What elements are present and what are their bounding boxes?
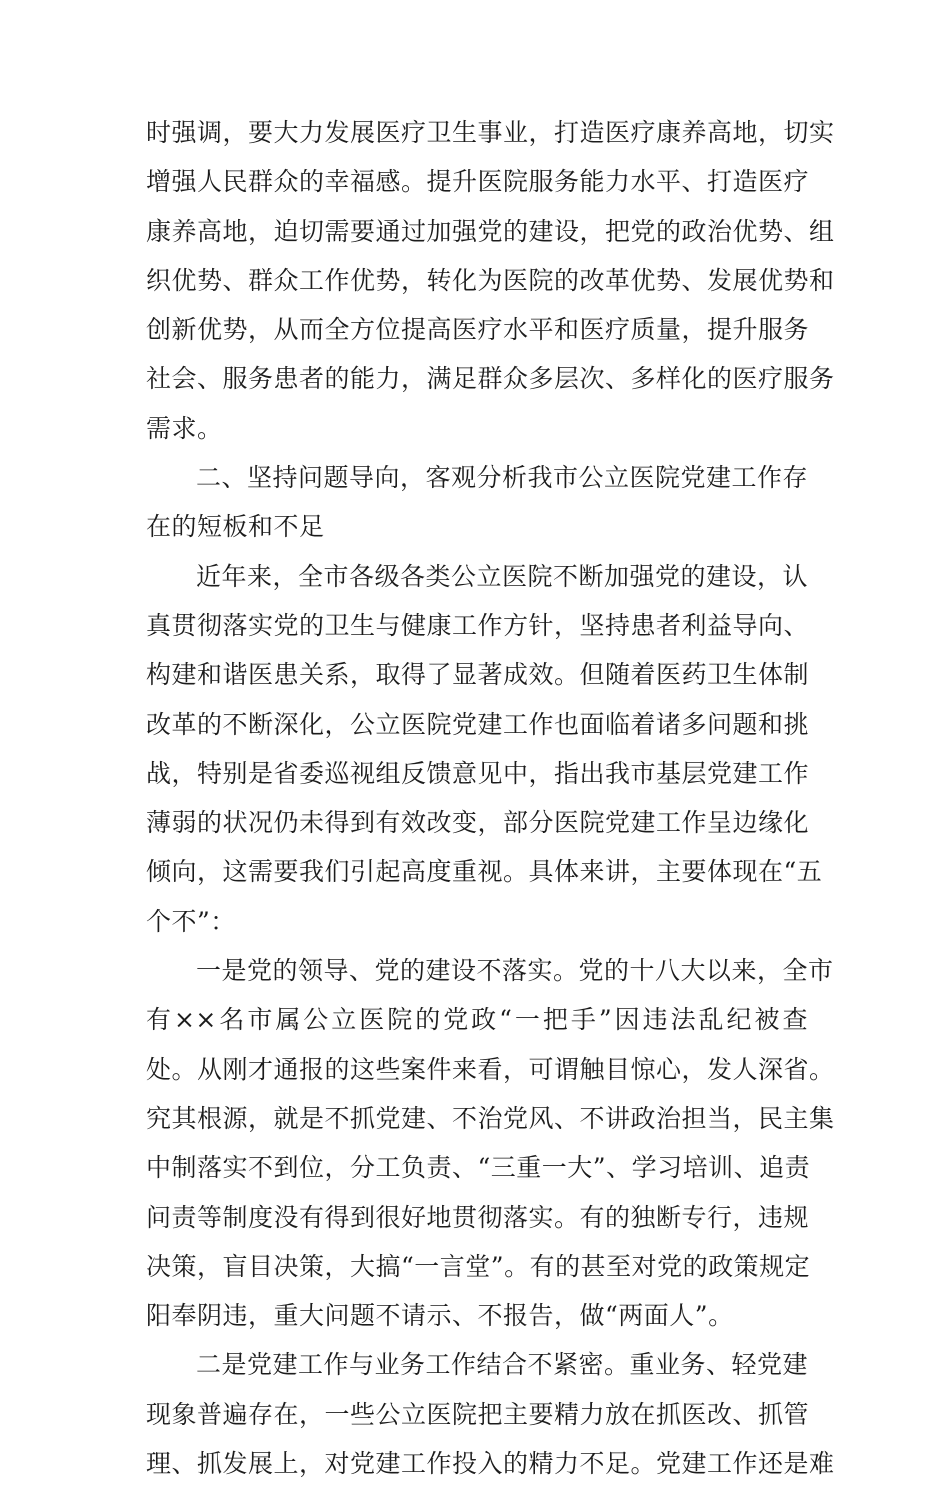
text-line: 决策，盲目决策，大搞“一言堂”。有的甚至对党的政策规定 [146, 1251, 811, 1281]
text-line: 究其根源，就是不抓党建、不治党风、不讲政治担当，民主集 [146, 1103, 835, 1133]
text-line: 处。从刚才通报的这些案件来看，可谓触目惊心，发人深省。 [146, 1054, 835, 1084]
text-line: 个不”： [146, 906, 236, 936]
text-line: 二、坚持问题导向，客观分析我市公立医院党建工作存 [196, 463, 809, 493]
text-line: 薄弱的状况仍未得到有效改变，部分医院党建工作呈边缘化 [146, 808, 810, 838]
text-line: 问责等制度没有得到很好地贯彻落实。有的独断专行，违规 [146, 1202, 810, 1232]
text-line: 社会、服务患者的能力，满足群众多层次、多样化的医疗服务 [146, 364, 835, 394]
text-line: 改革的不断深化，公立医院党建工作也面临着诸多问题和挑 [146, 709, 810, 739]
text-line: 构建和谐医患关系，取得了显著成效。但随着医药卫生体制 [146, 660, 810, 690]
text-line: 需求。 [146, 413, 223, 443]
text-line: 战，特别是省委巡视组反馈意见中，指出我市基层党建工作 [146, 758, 810, 788]
text-line: 织优势、群众工作优势，转化为医院的改革优势、发展优势和 [146, 265, 835, 295]
text-line: 时强调，要大力发展医疗卫生事业，打造医疗康养高地，切实 [146, 118, 835, 147]
text-line: 近年来，全市各级各类公立医院不断加强党的建设，认 [196, 561, 809, 591]
text-line: 二是党建工作与业务工作结合不紧密。重业务、轻党建 [196, 1350, 809, 1380]
text-line: 有××名市属公立医院的党政“一把手”因违法乱纪被查 [146, 1005, 808, 1035]
text-line: 增强人民群众的幸福感。提升医院服务能力水平、打造医疗 [146, 167, 810, 197]
text-line: 真贯彻落实党的卫生与健康工作方针，坚持患者利益导向、 [146, 610, 810, 640]
text-line: 理、抓发展上，对党建工作投入的精力不足。党建工作还是难 [146, 1449, 835, 1479]
text-line: 一是党的领导、党的建设不落实。党的十八大以来，全市 [196, 956, 834, 986]
text-line: 创新优势，从而全方位提高医疗水平和医疗质量，提升服务 [146, 315, 810, 345]
text-line: 康养高地，迫切需要通过加强党的建设，把党的政治优势、组 [146, 216, 835, 246]
text-line: 倾向，这需要我们引起高度重视。具体来讲，主要体现在“五 [146, 857, 823, 887]
text-line: 阳奉阴违，重大问题不请示、不报告，做“两面人”。 [146, 1301, 734, 1331]
document-body [146, 108, 835, 1488]
text-line: 中制落实不到位，分工负责、“三重一大”、学习培训、追责 [146, 1153, 811, 1183]
text-line: 在的短板和不足 [146, 512, 325, 542]
text-line: 现象普遍存在，一些公立医院把主要精力放在抓医改、抓管 [146, 1399, 810, 1429]
